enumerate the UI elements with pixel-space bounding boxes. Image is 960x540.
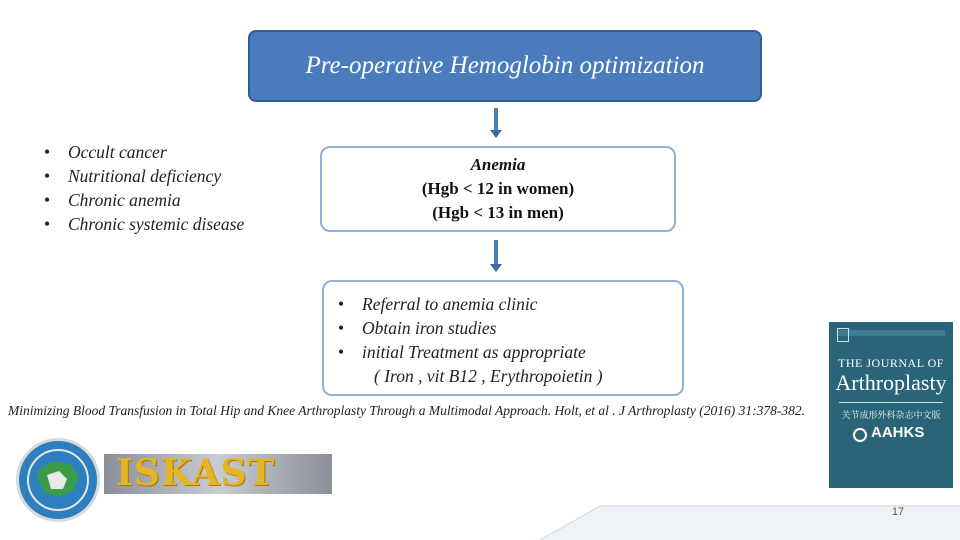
iskast-logo-wordmark: ISKAST bbox=[116, 452, 276, 494]
bullet-icon: • bbox=[44, 214, 51, 234]
page-title: Pre-operative Hemoglobin optimization bbox=[305, 52, 705, 79]
risk-factor-label: Occult cancer bbox=[68, 142, 167, 162]
anemia-criteria-box bbox=[320, 146, 676, 232]
risk-factor-list bbox=[44, 140, 244, 236]
iskast-emblem-logo bbox=[16, 438, 100, 522]
anemia-men-threshold: (Hgb < 13 in men) bbox=[432, 203, 564, 222]
treatment-detail: ( Iron , vit B12 , Erythropoietin ) bbox=[374, 366, 603, 386]
anemia-heading: Anemia bbox=[470, 155, 526, 174]
step-label: initial Treatment as appropriate bbox=[362, 342, 586, 362]
title-box bbox=[248, 30, 762, 102]
cover-header-bar bbox=[837, 330, 945, 336]
list-item bbox=[44, 140, 244, 164]
bullet-icon: • bbox=[44, 166, 51, 186]
journal-title-line1: THE JOURNAL OF bbox=[838, 356, 944, 370]
management-steps-list bbox=[338, 292, 682, 364]
down-arrow-icon bbox=[490, 108, 502, 138]
bullet-icon: • bbox=[338, 318, 345, 338]
risk-factor-label: Chronic anemia bbox=[68, 190, 181, 210]
page-number: 17 bbox=[891, 506, 905, 518]
bullet-icon: • bbox=[338, 342, 345, 362]
bullet-icon: • bbox=[44, 190, 51, 210]
citation: Minimizing Blood Transfusion in Total Hip and Knee Arthroplasty Through a Multimodal Approach. Holt, et al . J Arthroplasty (2016) 31:378-382. bbox=[8, 403, 806, 418]
journal-cover-image bbox=[829, 322, 953, 488]
step-label: Referral to anemia clinic bbox=[362, 294, 538, 314]
journal-title-line2: Arthroplasty bbox=[835, 370, 947, 395]
down-arrow-icon bbox=[490, 240, 502, 272]
list-item bbox=[338, 316, 682, 340]
management-steps-box bbox=[322, 280, 684, 396]
aahks-logo-text: AAHKS bbox=[871, 424, 925, 441]
list-item bbox=[338, 292, 682, 316]
risk-factor-label: Chronic systemic disease bbox=[68, 214, 245, 234]
journal-chinese-subtitle: 关节成形外科杂志中文版 bbox=[841, 411, 941, 421]
list-item bbox=[44, 212, 244, 236]
emblem-map-icon bbox=[19, 441, 97, 519]
risk-factor-label: Nutritional deficiency bbox=[68, 166, 222, 186]
aahks-logo-icon bbox=[853, 428, 867, 442]
step-label: Obtain iron studies bbox=[362, 318, 497, 338]
footer-decoration bbox=[0, 500, 960, 540]
list-item bbox=[44, 188, 244, 212]
list-item bbox=[44, 164, 244, 188]
bullet-icon: • bbox=[44, 142, 51, 162]
list-item bbox=[338, 340, 682, 364]
anemia-women-threshold: (Hgb < 12 in women) bbox=[421, 179, 575, 198]
elsevier-logo-icon bbox=[837, 328, 849, 342]
cover-divider bbox=[839, 402, 943, 403]
bullet-icon: • bbox=[338, 294, 345, 314]
